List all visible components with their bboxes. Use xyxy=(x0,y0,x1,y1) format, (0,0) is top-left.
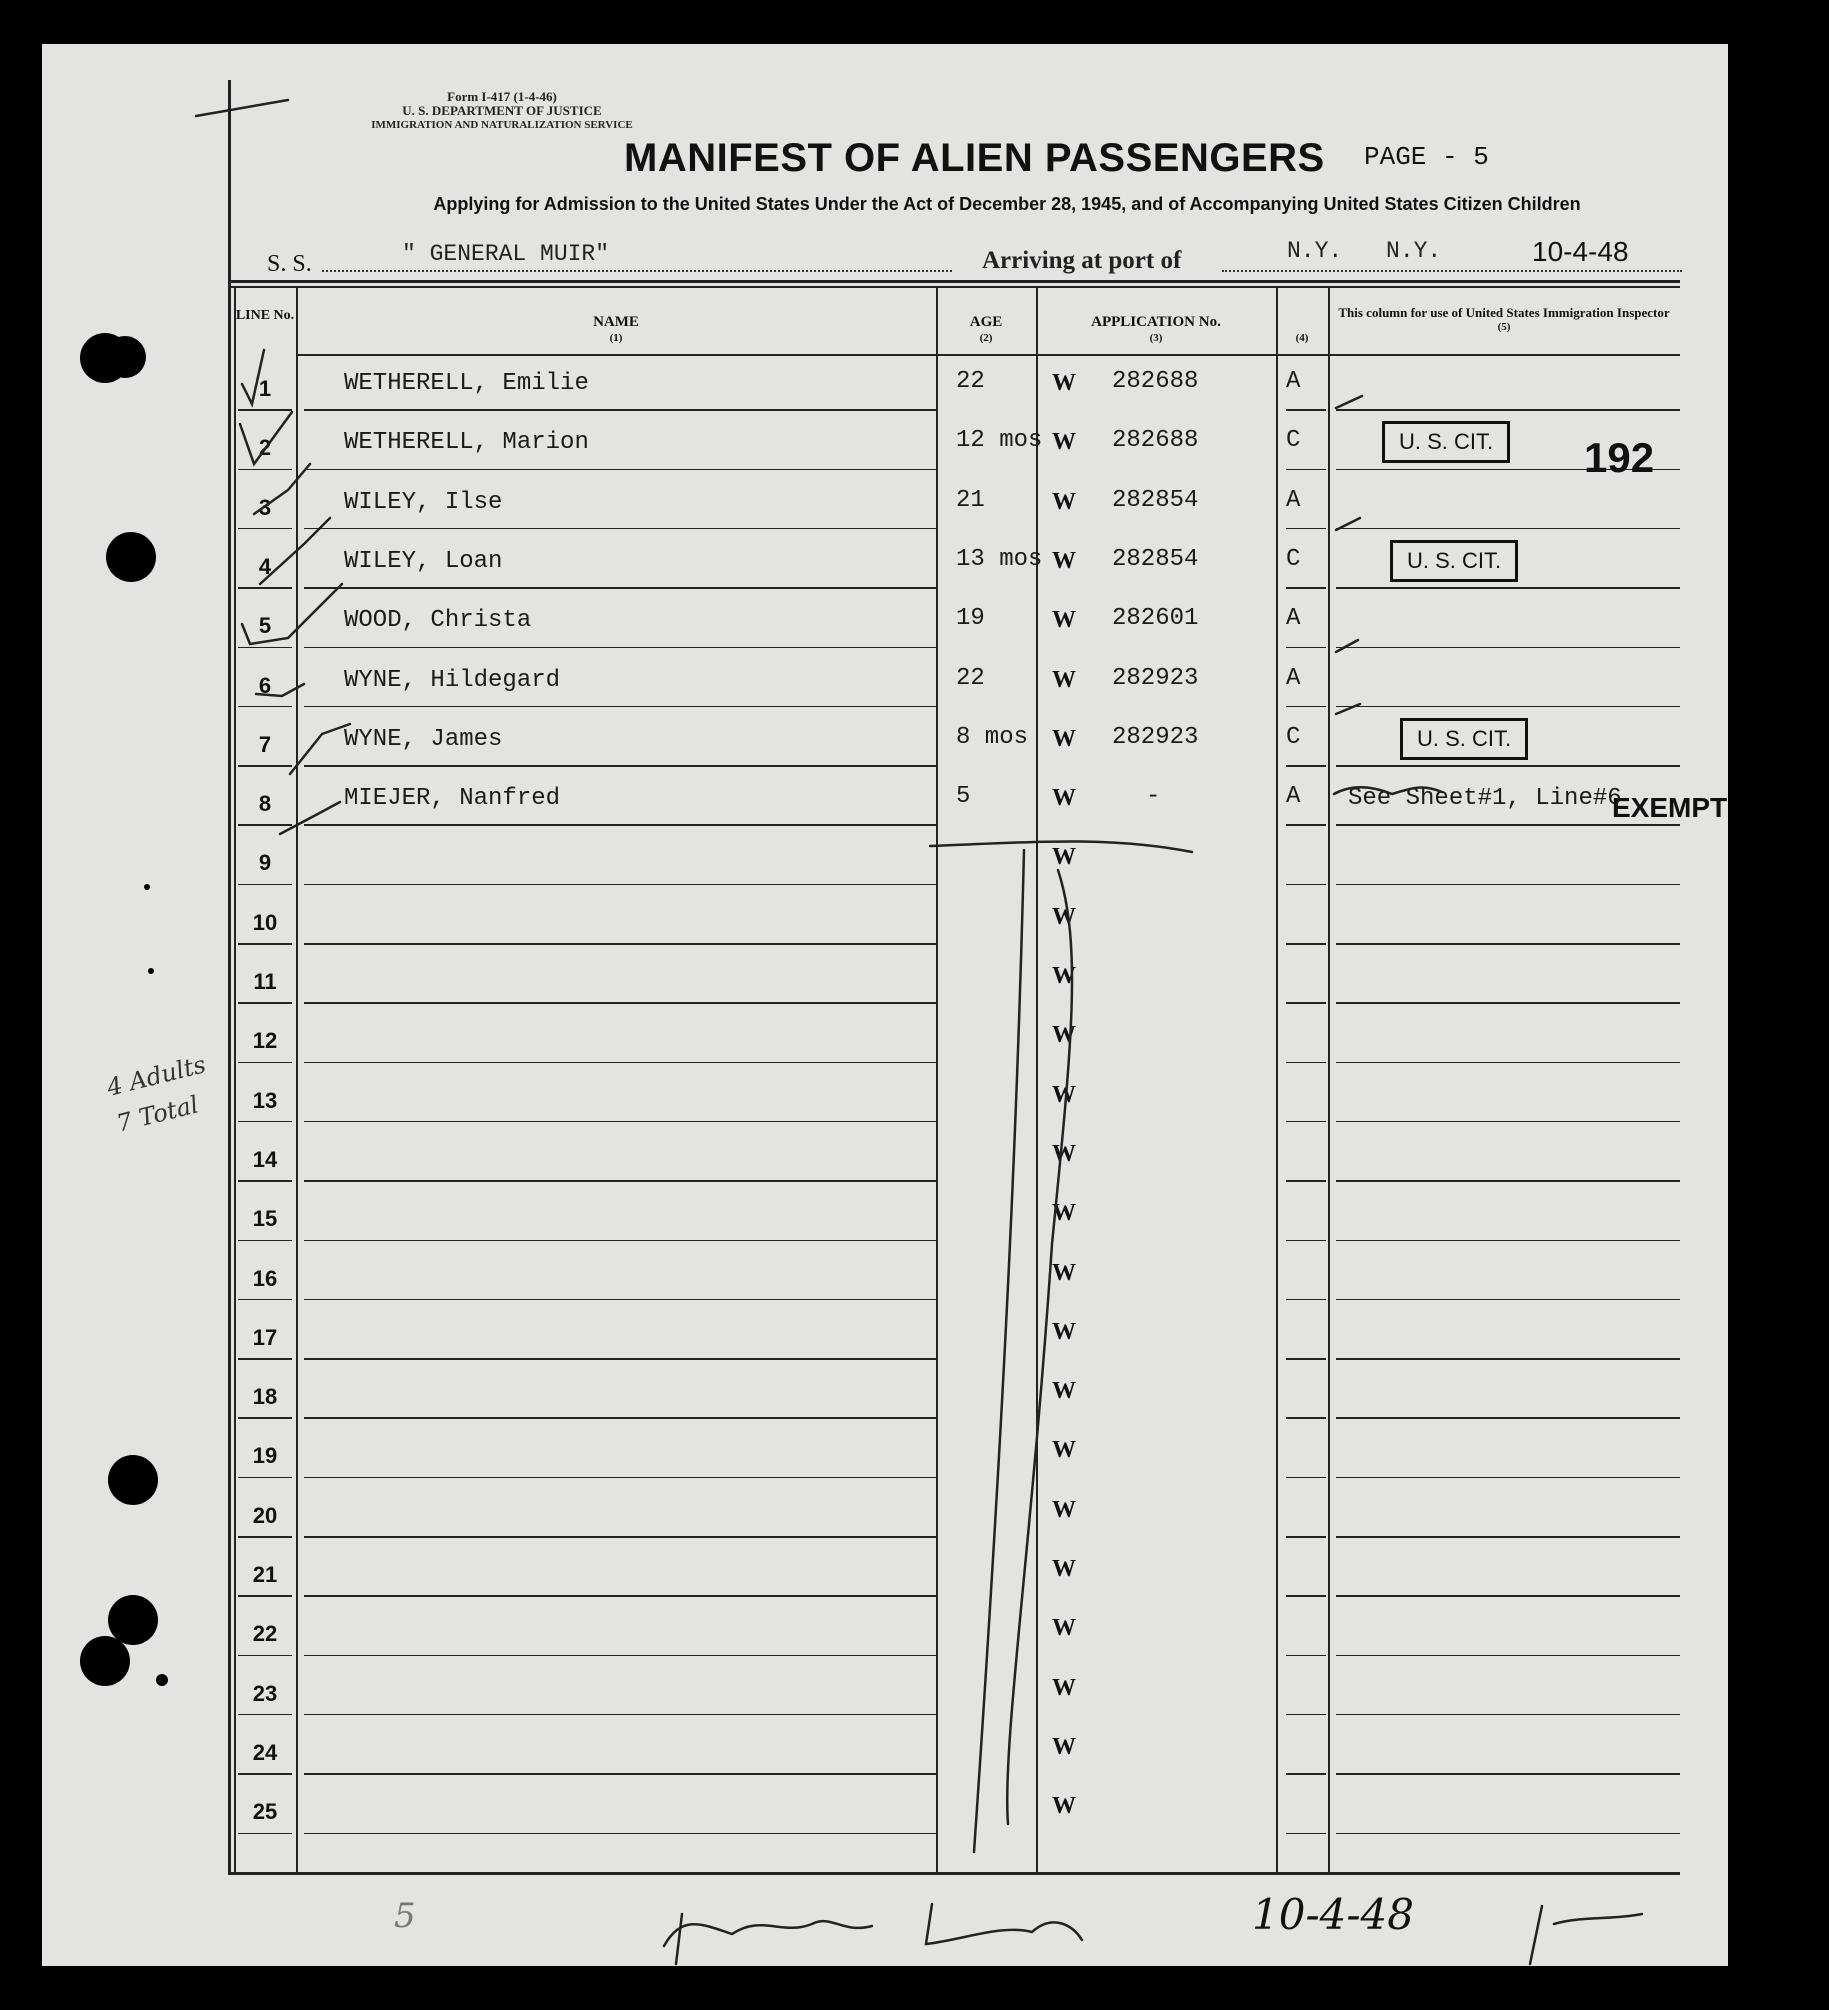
application-prefix: W xyxy=(1052,725,1076,752)
check-mark xyxy=(280,802,340,834)
application-prefix: W xyxy=(1052,666,1076,693)
inspector-tick xyxy=(1336,640,1358,652)
application-prefix: W xyxy=(1052,1674,1076,1701)
application-number: 282854 xyxy=(1112,545,1199,573)
arrival-date: 10-4-48 xyxy=(1532,236,1629,267)
application-prefix: W xyxy=(1052,607,1076,634)
arriving-label: Arriving at port of xyxy=(982,247,1182,274)
line-number: 9 xyxy=(258,850,272,876)
check-mark xyxy=(290,724,350,774)
passenger-name: WETHERELL, Emilie xyxy=(344,370,589,397)
col-header-age: AGE (2) xyxy=(969,314,1003,344)
application-prefix: W xyxy=(1052,785,1076,812)
col-header-4: (4) xyxy=(1295,332,1309,344)
vertical-scribble xyxy=(974,850,1024,1852)
inspector-scribble xyxy=(1334,787,1442,794)
application-prefix: W xyxy=(1052,1378,1076,1405)
passenger-age: 21 xyxy=(956,486,985,514)
line-number: 1 xyxy=(258,376,272,401)
line-number: 14 xyxy=(252,1146,278,1172)
check-mark xyxy=(242,350,264,404)
application-prefix: W xyxy=(1052,1022,1076,1049)
application-number: 282923 xyxy=(1112,723,1199,751)
signature-stroke xyxy=(1530,1906,1542,1964)
application-prefix: W xyxy=(1052,1615,1076,1642)
page-subtitle: Applying for Admission to the United States Under the Act of December 28, 1945, and of Accompanying United States Citizen Children xyxy=(433,194,1581,214)
passenger-age: 19 xyxy=(956,605,985,633)
col-header-line-no: LINE No. xyxy=(235,308,295,323)
manifest-sheet xyxy=(42,44,1728,1966)
inspector-remark: See Sheet#1, Line#6 xyxy=(1348,785,1622,813)
class-code: C xyxy=(1286,427,1301,455)
check-mark xyxy=(242,584,342,644)
col-header-name: NAME (1) xyxy=(593,314,639,344)
passenger-age: 12 mos xyxy=(956,427,1043,455)
class-code: A xyxy=(1286,605,1301,633)
page-number: PAGE - 5 xyxy=(1364,142,1489,172)
passenger-name: WYNE, Hildegard xyxy=(344,666,561,694)
class-code: C xyxy=(1286,545,1301,573)
application-prefix: W xyxy=(1052,903,1076,930)
application-prefix: W xyxy=(1052,1437,1076,1464)
us-citizen-stamp: U. S. CIT. xyxy=(1400,718,1528,760)
footer-page-mark: 5 xyxy=(394,1896,416,1936)
passenger-age: 22 xyxy=(956,664,985,692)
passenger-name: WETHERELL, Marion xyxy=(344,429,589,457)
inspector-tick xyxy=(1336,704,1360,714)
ship-name: " GENERAL MUIR" xyxy=(402,241,610,267)
signature-stroke xyxy=(664,1921,872,1946)
check-mark xyxy=(256,684,304,696)
line-number: 3 xyxy=(258,494,272,520)
form-number: Form I-417 (1-4-46) xyxy=(447,89,557,104)
application-prefix: W xyxy=(1052,1318,1076,1345)
handwritten-marks xyxy=(42,44,1728,1966)
line-number: 21 xyxy=(252,1562,278,1587)
application-prefix: W xyxy=(1052,547,1076,574)
passenger-name: WILEY, Loan xyxy=(344,547,503,575)
passenger-age: 22 xyxy=(956,368,985,395)
line-number: 7 xyxy=(258,731,272,757)
application-prefix: W xyxy=(1052,488,1076,515)
application-prefix: W xyxy=(1052,1200,1076,1227)
application-prefix: W xyxy=(1052,1793,1076,1820)
application-number: 282854 xyxy=(1112,486,1199,514)
application-number: 282601 xyxy=(1112,605,1199,633)
ss-label: S. S. xyxy=(267,251,312,277)
line-number: 12 xyxy=(252,1028,278,1054)
line-number: 5 xyxy=(258,613,272,639)
line-number: 8 xyxy=(258,791,272,817)
passenger-name: MIEJER, Nanfred xyxy=(344,785,561,813)
passenger-age: 5 xyxy=(956,783,971,811)
check-mark xyxy=(240,412,292,464)
application-prefix: W xyxy=(1052,1259,1076,1286)
margin-note-adults: 4 Adults xyxy=(104,1050,209,1102)
signature-stroke xyxy=(926,1904,1082,1944)
department-name: U. S. DEPARTMENT OF JUSTICE xyxy=(402,103,602,118)
application-number: 282923 xyxy=(1112,664,1199,692)
margin-note-total: 7 Total xyxy=(113,1090,202,1138)
application-prefix: W xyxy=(1052,370,1076,396)
line-number: 6 xyxy=(258,672,272,698)
passenger-name: WOOD, Christa xyxy=(344,607,532,635)
application-number: - xyxy=(1146,783,1161,811)
col-header-application: APPLICATION No. (3) xyxy=(1091,314,1221,344)
passenger-name: WYNE, James xyxy=(344,725,503,753)
line-number: 19 xyxy=(252,1443,278,1469)
signature-stroke xyxy=(676,1914,682,1964)
line-number: 17 xyxy=(252,1324,278,1350)
line-number: 15 xyxy=(252,1206,278,1232)
application-prefix: W xyxy=(1052,1556,1076,1582)
manifest-number-stamp: 192 xyxy=(1584,434,1655,481)
line-number: 23 xyxy=(252,1680,278,1706)
application-prefix: W xyxy=(1052,1733,1076,1760)
passenger-name: WILEY, Ilse xyxy=(344,488,503,516)
form-strike-mark xyxy=(196,100,288,116)
line-number: 18 xyxy=(252,1384,278,1410)
inspector-tick xyxy=(1336,518,1360,530)
line-number: 2 xyxy=(258,435,272,461)
passenger-age: 13 mos xyxy=(956,545,1043,573)
application-prefix: W xyxy=(1052,429,1076,456)
us-citizen-stamp: U. S. CIT. xyxy=(1382,421,1510,463)
exempt-stamp: EXEMPT xyxy=(1612,792,1728,823)
class-code: A xyxy=(1286,368,1301,395)
line-number: 10 xyxy=(252,909,278,935)
application-prefix: W xyxy=(1052,963,1076,989)
page-title: MANIFEST OF ALIEN PASSENGERS xyxy=(624,136,1325,180)
application-prefix: W xyxy=(1052,1081,1076,1108)
application-number: 282688 xyxy=(1112,427,1199,455)
col-header-inspector: This column for use of United States Immigration Inspector (5) xyxy=(1338,305,1670,333)
line-number: 11 xyxy=(253,969,277,994)
vertical-scribble xyxy=(1007,870,1072,1824)
closing-line xyxy=(930,841,1192,852)
application-prefix: W xyxy=(1052,1496,1076,1523)
inspector-tick xyxy=(1336,396,1362,408)
application-number: 282688 xyxy=(1112,368,1199,395)
line-number: 13 xyxy=(252,1087,278,1113)
line-number: 24 xyxy=(252,1739,278,1765)
application-prefix: W xyxy=(1052,844,1076,871)
passenger-age: 8 mos xyxy=(956,723,1029,751)
line-number: 22 xyxy=(252,1621,278,1647)
class-code: A xyxy=(1286,486,1301,514)
arrival-port: N.Y. N.Y. xyxy=(1287,238,1442,264)
signature-stroke xyxy=(1554,1914,1642,1924)
line-number: 20 xyxy=(252,1502,278,1528)
check-mark xyxy=(260,518,330,584)
line-number: 16 xyxy=(252,1265,278,1291)
check-mark xyxy=(254,464,310,514)
line-number: 25 xyxy=(252,1799,278,1825)
application-prefix: W xyxy=(1052,1140,1076,1167)
line-number: 4 xyxy=(258,553,272,579)
footer-date: 10-4-48 xyxy=(1252,1890,1414,1939)
class-code: C xyxy=(1286,723,1301,751)
class-code: A xyxy=(1286,664,1301,692)
us-citizen-stamp: U. S. CIT. xyxy=(1390,540,1518,582)
class-code: A xyxy=(1286,783,1301,811)
service-name: IMMIGRATION AND NATURALIZATION SERVICE xyxy=(371,119,633,131)
